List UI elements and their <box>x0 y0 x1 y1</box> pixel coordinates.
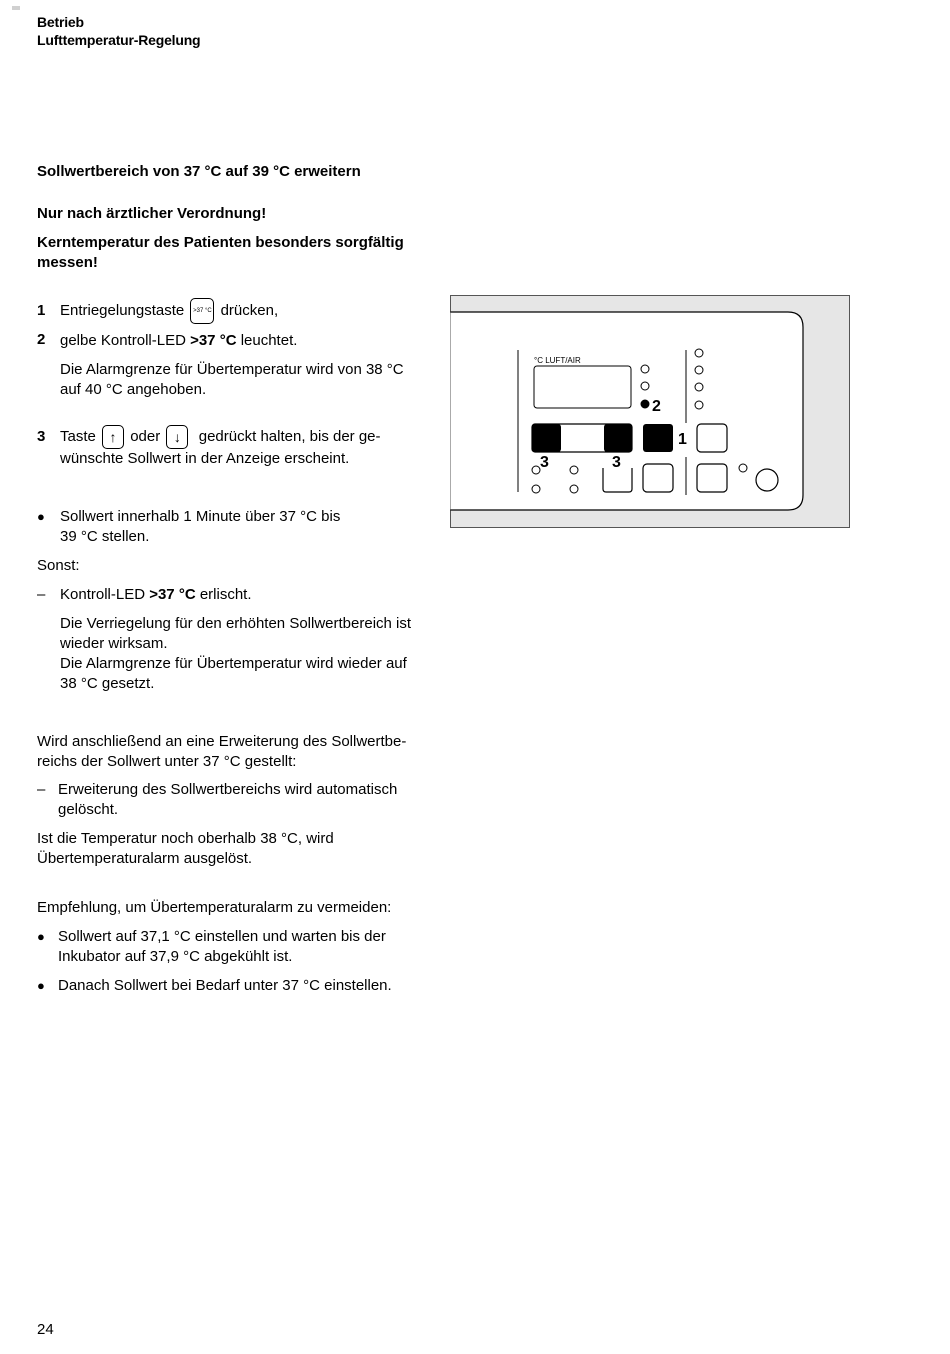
callout-2: 2 <box>652 398 661 415</box>
header-subsection: Lufttemperatur-Regelung <box>37 32 201 48</box>
panel-face <box>451 312 804 510</box>
para-overtemp-line1: Ist die Temperatur noch oberhalb 38 °C, wird <box>37 830 334 847</box>
step2-bold: >37 °C <box>190 332 237 349</box>
dash1-text <box>60 585 440 605</box>
para-extension-line2: reichs der Sollwert unter 37 °C gestellt: <box>37 753 297 770</box>
step3-number: 3 <box>37 428 46 445</box>
warning-core-temp-line2: messen! <box>37 254 98 271</box>
dash1-note-line2: wieder wirksam. <box>60 635 168 652</box>
step3-rest-line1: gedrückt halten, bis der ge- <box>198 428 381 445</box>
up-key-icon <box>604 424 632 452</box>
step3-oder: oder <box>130 428 161 445</box>
led-37-indicator <box>641 400 649 408</box>
control-panel-figure <box>450 295 850 528</box>
step1-after: drücken, <box>220 302 279 319</box>
sonst-label: Sonst: <box>37 557 80 574</box>
step2-text <box>60 331 440 351</box>
corner-mark <box>12 6 20 10</box>
heading: Sollwertbereich von 37 °C auf 39 °C erweitern <box>37 163 361 180</box>
bullet2-line1: Sollwert auf 37,1 °C einstellen und warten bis der <box>58 928 386 945</box>
dash1-note-line3: Die Alarmgrenze für Übertemperatur wird wieder auf <box>60 655 407 672</box>
step2-number: 2 <box>37 331 46 348</box>
up-arrow-key-icon: ↑ <box>102 425 124 449</box>
para-overtemp-line2: Übertemperaturalarm ausgelöst. <box>37 850 253 867</box>
para-extension <box>37 732 437 772</box>
warning-core-temp-line1: Kerntemperatur des Patienten besonders sorgfältig <box>37 234 404 251</box>
para-overtemp <box>37 829 437 869</box>
header-section: Betrieb <box>37 14 84 30</box>
display-label: °C LUFT/AIR <box>534 356 581 365</box>
callout-3-right: 3 <box>612 454 621 471</box>
dash1-after: erlischt. <box>195 586 252 603</box>
dash1-note-line4: 38 °C gesetzt. <box>60 675 155 692</box>
bullet-icon: ● <box>37 929 45 944</box>
step2-before: gelbe Kontroll-LED <box>60 332 191 349</box>
bullet-icon: ● <box>37 509 45 524</box>
page-number: 24 <box>37 1321 54 1338</box>
step1-text <box>60 298 440 324</box>
unlock-key-icon: >37 °C <box>190 298 214 324</box>
warning-core-temp <box>37 233 437 273</box>
para-extension-line1: Wird anschließend an eine Erweiterung des Sollwertbe- <box>37 733 407 750</box>
step2-note-line1: Die Alarmgrenze für Übertemperatur wird von 38 °C <box>60 361 404 378</box>
bullet1-text <box>60 507 440 547</box>
step3-rest-line2: wünschte Sollwert in der Anzeige erscheint. <box>60 450 350 467</box>
down-arrow-key-icon: ↓ <box>166 425 188 449</box>
unlock-key-icon <box>643 424 673 452</box>
callout-3-left: 3 <box>540 454 549 471</box>
dash2-text <box>58 780 458 820</box>
step2-note <box>60 360 440 400</box>
dash1-note <box>60 614 440 694</box>
step2-note-line2: auf 40 °C angehoben. <box>60 381 207 398</box>
dash1-bold: >37 °C <box>149 586 196 603</box>
dash1-before: Kontroll-LED <box>60 586 150 603</box>
step1-number: 1 <box>37 302 46 319</box>
bullet-icon: ● <box>37 978 45 993</box>
down-key-icon <box>532 424 561 452</box>
dash2-line1: Erweiterung des Sollwertbereichs wird automatisch <box>58 781 398 798</box>
bullet1-line1: Sollwert innerhalb 1 Minute über 37 °C bis <box>60 508 341 525</box>
bullet2-line2: Inkubator auf 37,9 °C abgekühlt ist. <box>58 948 293 965</box>
dash1-note-line1: Die Verriegelung für den erhöhten Sollwertbereich ist <box>60 615 412 632</box>
dash-symbol: – <box>37 586 46 603</box>
step3-taste: Taste <box>60 428 96 445</box>
step1-before: Entriegelungstaste <box>60 302 185 319</box>
bullet2-text <box>58 927 458 967</box>
step2-after: leuchtet. <box>236 332 298 349</box>
callout-1: 1 <box>678 431 687 448</box>
para-recommendation: Empfehlung, um Übertemperaturalarm zu vermeiden: <box>37 899 392 916</box>
dash2-line2: gelöscht. <box>58 801 119 818</box>
dash-symbol: – <box>37 781 46 798</box>
bullet3-text: Danach Sollwert bei Bedarf unter 37 °C einstellen. <box>58 977 392 994</box>
bullet1-line2: 39 °C stellen. <box>60 528 150 545</box>
step3-text <box>60 424 440 450</box>
warning-prescription: Nur nach ärztlicher Verordnung! <box>37 205 267 222</box>
